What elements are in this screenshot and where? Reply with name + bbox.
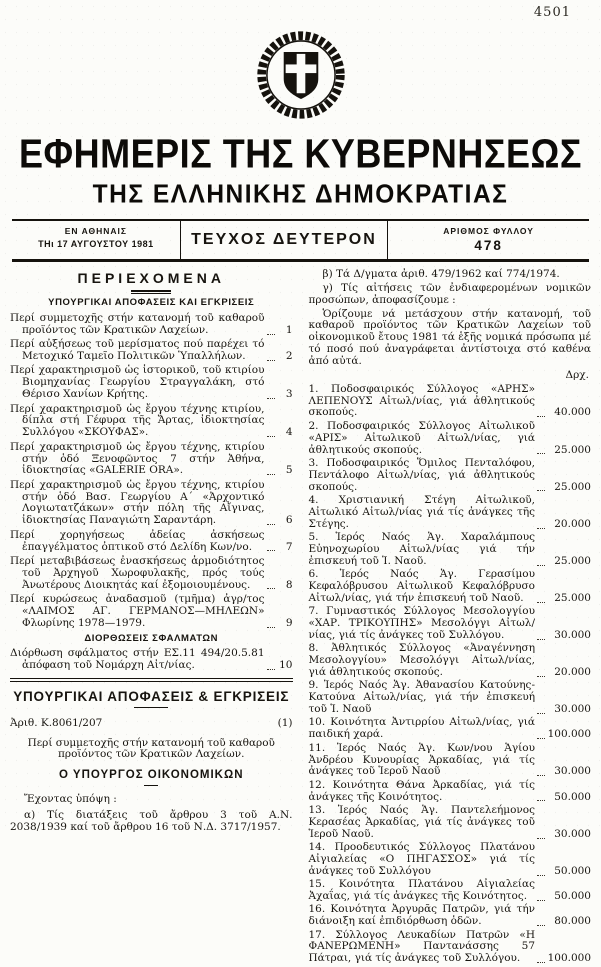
dot-leader: [537, 900, 545, 901]
dot-leader: [267, 334, 275, 335]
allocation-row: [309, 680, 592, 716]
publication-place-date: [12, 221, 180, 259]
toc-item-number: 10: [279, 659, 293, 672]
dot-leader: [267, 627, 275, 628]
left-column: [10, 269, 293, 967]
dot-leader: [537, 490, 545, 491]
allocation-amount: 25.000: [554, 480, 591, 493]
toc-item-text: Περί αὐξήσεως τοῦ μερίσματος πού παρέχει τό Μετοχικό Ταμεῖο Πολιτικῶν Ὑπαλλήλων.: [10, 338, 265, 363]
toc-item-number: 7: [285, 540, 293, 553]
allocation-row: [309, 606, 592, 642]
toc-item-text: Περί χαρακτηρισμοῦ ὡς ἱστορικοῦ, τοῦ κτιρίου Βιομηχανίας Γεωργίου Στραγγαλάκη, στό Θέρισο Χανίων Κρήτης.: [10, 364, 265, 401]
issue-type: ΤΕΥΧΟΣ ΔΕΥΤΕΡΟΝ: [191, 230, 377, 248]
toc-item-number: 4: [285, 426, 293, 439]
corrections-heading: ΔΙΟΡΘΩΣΕΙΣ ΣΦΑΛΜΑΤΩΝ: [84, 632, 219, 644]
dot-leader: [267, 550, 275, 551]
gazette-title: ΕΦΗΜΕΡΙΣ ΤΗΣ ΚΥΒΕΡΝΗΣΕΩΣ: [19, 130, 582, 177]
decisions-section-heading: ΥΠΟΥΡΓΙΚΑΙ ΑΠΟΦΑΣΕΙΣ & ΕΓΚΡΙΣΕΙΣ: [13, 689, 290, 705]
dot-leader: [537, 565, 545, 566]
allocation-amount: 25.000: [554, 554, 591, 567]
having-regard-line: Ἔχοντας ὑπόψη :: [24, 793, 117, 806]
dot-leader: [267, 588, 275, 589]
allocation-text: 5. Ἱερός Ναός Ἁγ. Χαραλάμπους Εὐηνοχωρίου Αἰτωλ/νίας γιά τήν ἐπισκευή τοῦ Ἱ. Ναοῦ.: [308, 531, 535, 567]
dot-leader: [537, 676, 545, 677]
toc-item-text: Περί χαρακτηρισμοῦ ὡς ἔργου τέχνης κτιρίου, δίπλα στή Γέφυρα τῆς Ἄρτας, ἰδιοκτησίας Συλλόγου «ΣΚΟΥΦΑΣ».: [10, 402, 265, 439]
toc-item-text: Περί μεταβιβάσεως ἐνασκήσεως ἁρμοδιότητος τοῦ Ἀρχηγοῦ Χωροφυλακῆς, πρός τούς Ἀνωτέρους Διοικητάς καί ἐξομοιουμένους.: [10, 554, 265, 591]
allocation-row: [309, 717, 592, 741]
allocation-text: 6. Ἱερός Ναός Ἁγ. Γερασίμου Κεφαλόβρυσου Αἰτωλικοῦ Κεφαλόβρυσο Αἰτωλ/νίας, γιά τήν ἐπισκευή τοῦ Ναοῦ.: [308, 568, 535, 604]
allocation-amount: 50.000: [554, 889, 591, 902]
decision-reference-row: [10, 718, 293, 730]
dot-leader: [537, 962, 545, 963]
allocation-text: 15. Κοινότητα Πλατάνου Αἰγιαλείας Ἀχαΐας, γιά τίς ἀνάγκες τῆς Κοινότητος.: [308, 878, 535, 902]
toc-item-text: Περί συμμετοχῆς στήν κατανομή τοῦ καθαροῦ προϊόντος τῶν Κρατικῶν Λαχείων.: [10, 312, 265, 336]
minister-heading-divider: [144, 785, 158, 786]
allocation-text: 8. Ἀθλητικός Σύλλογος «Ἀναγέννηση Μεσολογγίου» Μεσολόγγι Αἰτωλ/νίας, γιά ἀθλητικούς σκοπούς.: [308, 642, 535, 678]
dot-leader: [537, 838, 545, 839]
allocation-text: 7. Γυμναστικός Σύλλογος Μεσολογγίου «ΧΑΡ. ΤΡΙΚΟΥΠΗΣ» Μεσολόγγι Αἰτωλ/νίας, γιά τίς ἀνάγκες τοῦ Συλλόγου.: [308, 605, 535, 641]
allocation-row: [309, 569, 592, 605]
clause-c: γ) Τίς αἰτήσεις τῶν ἐνδιαφερομένων νομικῶν προσώπων, ἀποφασίζουμε :: [308, 281, 591, 306]
dot-leader: [537, 713, 545, 714]
allocation-text: 12. Κοινότητα Θάνα Ἀρκαδίας, γιά τίς ἀνάγκες τῆς Κοινότητος.: [308, 778, 535, 803]
allocation-row: [309, 805, 592, 841]
allocation-row: [309, 458, 592, 494]
toc-item: [10, 530, 293, 554]
contents-heading: ΠΕΡΙΕΧΟΜΕΝΑ: [77, 270, 225, 286]
toc-item: [10, 480, 293, 527]
gazette-subtitle: ΤΗΣ ΕΛΛΗΝΙΚΗΣ ΔΗΜΟΚΡΑΤΙΑΣ: [92, 180, 509, 209]
allocation-amount: 20.000: [554, 517, 591, 530]
dot-leader: [267, 398, 275, 399]
dot-leader: [267, 436, 275, 437]
dot-leader: [537, 775, 545, 776]
dot-leader: [537, 528, 545, 529]
toc-item-number: 2: [285, 350, 293, 363]
toc-item: [10, 556, 293, 592]
toc-item-number: 8: [285, 578, 293, 591]
toc-item: [10, 313, 293, 337]
allocation-amount: 50.000: [554, 790, 591, 803]
decision-subject: Περί συμμετοχῆς στήν κατανομή τοῦ καθαροῦ προϊόντος τῶν Κρατικῶν Λαχείων.: [27, 736, 275, 761]
allocation-text: 9. Ἱερός Ναός Ἁγ. Ἀθανασίου Κατούνης-Κατούνα Αἰτωλ/νίας, γιά τήν ἐπισκευή τοῦ Ἱ. Ναοῦ: [308, 679, 535, 716]
sheet-number-cell: [387, 221, 589, 259]
dot-leader: [537, 602, 545, 603]
allocation-text: 13. Ἱερός Ναός Ἁγ. Παντελεήμονος Κερασέας Ἀρκαδίας, γιά τίς ἀνάγκες τοῦ Ἱεροῦ Ναοῦ.: [308, 803, 535, 840]
dot-leader: [537, 738, 545, 739]
decisions-heading-divider: [134, 707, 168, 708]
toc-item-text: Περί χορηγήσεως ἀδείας ἀσκήσεως ἐπαγγέλματος ὀπτικοῦ στό Δελίδη Κων/νο.: [10, 528, 265, 553]
allocation-row: [309, 780, 592, 804]
allocation-row: [309, 930, 592, 966]
contents-section-heading: ΥΠΟΥΡΓΙΚΑΙ ΑΠΟΦΑΣΕΙΣ ΚΑΙ ΕΓΚΡΙΣΕΙΣ: [48, 297, 255, 309]
dot-leader: [537, 800, 545, 801]
masthead-infobar: [12, 219, 589, 262]
allocation-amount: 20.000: [554, 666, 591, 678]
toc-item: [10, 404, 293, 440]
toc-item-text: Διόρθωση σφάλματος στήν ΕΣ.11 494/20.5.81 ἀπόφαση τοῦ Νομάρχη Αἰτ/νίας.: [10, 647, 265, 672]
decision-index: (1): [277, 716, 293, 729]
clause-a: α) Τίς διατάξεις τοῦ ἄρθρου 3 τοῦ Α.Ν. 2038/1939 καί τοῦ ἄρθρου 16 τοῦ Ν.Δ. 3717/1957.: [10, 809, 293, 834]
allocation-amount: 30.000: [554, 765, 591, 778]
decision-number: Ἀριθ. Κ.8061/207: [10, 716, 103, 729]
dot-leader: [537, 639, 545, 640]
page-number: 4501: [533, 5, 571, 20]
allocation-row: [309, 904, 592, 928]
allocation-amount: 25.000: [554, 591, 591, 604]
allocation-text: 4. Χριστιανική Στέγη Αἰτωλικοῦ, Αἰτωλικό Αἰτωλ/νίας γιά τίς ἀνάγκες τῆς Στέγης.: [308, 493, 535, 530]
dot-leader: [537, 925, 545, 926]
allocation-text: 10. Κοινότητα Ἀντιρρίου Αἰτωλ/νίας, γιά παιδική χαρά.: [308, 716, 535, 741]
coat-of-arms: [0, 27, 601, 123]
allocation-row: [309, 643, 592, 679]
right-column: [309, 269, 592, 967]
allocation-amount: 30.000: [554, 703, 591, 716]
decision-text: Ὁρίζουμε νά μετάσχουν στήν κατανομή, τοῦ καθαροῦ προϊόντος τῶν Κρατικῶν Λαχείων τοῦ οἰκονομικοῦ ἔτους 1981 τά ἑξῆς νομικά πρόσωπα μέ τό ποσό πού ἀναγράφεται ἀντίστοιχα στό καθένα ἀπό αὐτά.: [308, 307, 591, 368]
issue-type-cell: [180, 221, 387, 259]
minister-heading: Ο ΥΠΟΥΡΓΟΣ ΟΙΚΟΝΟΜΙΚΩΝ: [58, 769, 244, 782]
sheet-number-label: ΑΡΙΘΜΟΣ ΦΥΛΛΟΥ: [443, 226, 534, 236]
dot-leader: [267, 669, 275, 670]
toc-item: [10, 339, 293, 363]
allocation-row: [309, 532, 592, 568]
toc-item: [10, 594, 293, 630]
toc-item-text: Περί κυρώσεως ἀναδασμοῦ (τμῆμα) ἀγρ/τος «ΛΑΙΜΟΣ ΑΓ. ΓΕΡΜΑΝΟΣ—ΜΗΛΕΩΝ» Φλωρίνης 1978—1979.: [10, 592, 265, 629]
allocation-amount: 40.000: [554, 406, 591, 419]
allocation-amount: 100.000: [547, 952, 591, 965]
allocation-row: [309, 384, 592, 420]
allocation-text: 17. Σύλλογος Λευκαδίων Πατρῶν «Η ΦΑΝΕΡΩΜΕΝΗ» Παντανάσσης 57 Πάτραι, γιά τίς ἀνάγκες τοῦ Συλλόγου.: [308, 928, 535, 965]
toc-item-number: 3: [285, 388, 293, 401]
toc-item-text: Περί χαρακτηρισμοῦ ὡς ἔργου τέχνης, κτιρίου στήν ὁδό Ξενοφῶντος 7 στήν Ἀθήνα, ἰδιοκτησίας «GALERIE ORA».: [10, 440, 265, 477]
dot-leader: [537, 453, 545, 454]
dot-leader: [267, 474, 275, 475]
toc-item: [10, 442, 293, 478]
contents-heading-divider: [131, 290, 171, 295]
dot-leader: [267, 524, 275, 525]
allocation-amount: 50.000: [554, 864, 591, 877]
allocation-text: 14. Προοδευτικός Σύλλογος Πλατάνου Αἰγιαλείας «Ο ΠΗΓΑΣΣΟΣ» γιά τίς ἀνάγκες τοῦ Συλλόγου: [308, 841, 535, 877]
toc-item-number: 5: [285, 464, 293, 477]
allocation-amount: 30.000: [554, 628, 591, 641]
toc-item-number: 9: [285, 616, 293, 629]
allocation-amount: 30.000: [554, 827, 591, 840]
toc-item-number: 6: [285, 514, 293, 527]
toc-item-number: 1: [285, 323, 293, 336]
allocation-row: [309, 842, 592, 878]
toc-item-text: Περί χαρακτηρισμοῦ ὡς ἔργου τέχνης, κτιρίου στήν ὁδό Βασ. Γεωργίου Α΄ «Ἀρχοντικό Λογιωτατζάκων» στήν πόλη τῆς Αἴγινας, ἰδιοκτησίας Παναγιώτη Σαραντάρη.: [10, 478, 265, 527]
sheet-number: 478: [474, 238, 503, 253]
greek-coat-of-arms-icon: [253, 27, 349, 123]
dot-leader: [537, 416, 545, 417]
clause-b: β) Τά Δ/γματα ἀριθ. 479/1962 καί 774/1974.: [322, 268, 560, 280]
currency-label: Δρχ.: [565, 368, 589, 381]
dot-leader: [537, 875, 545, 876]
allocation-text: 3. Ποδοσφαιρικός Ὅμιλος Πενταλόφου, Πεντάλοφο Αἰτωλ/νίας, γιά ἀθλητικούς σκοπούς.: [308, 456, 535, 493]
allocation-row: [309, 743, 592, 779]
allocation-text: 1. Ποδοσφαιρικός Σύλλογος «ΑΡΗΣ» ΛΕΠΕΝΟΥΣ Αἰτωλ/νίας, γιά ἀθλητικούς σκοπούς.: [308, 382, 535, 419]
allocation-text: 2. Ποδοσφαιρικός Σύλλογος Αἰτωλικοῦ «ΑΡΙΣ» Αἰτωλικοῦ Αἰτωλ/νίας, γιά ἀθλητικούς σκοπούς.: [308, 419, 535, 456]
allocation-row: [309, 495, 592, 531]
section-divider: [10, 678, 293, 683]
allocation-row: [309, 421, 592, 457]
allocation-amount: 80.000: [554, 915, 591, 928]
publication-place: ΕΝ ΑΘΗΝΑΙΣ: [64, 226, 128, 236]
allocation-amount: 100.000: [547, 728, 591, 741]
allocation-text: 16. Κοινότητα Ἀργυρᾶς Πατρῶν, γιά τήν διάνοιξη καί ἐπιδιόρθωση ὁδῶν.: [308, 903, 535, 928]
dot-leader: [267, 360, 275, 361]
allocation-amount: 25.000: [554, 443, 591, 456]
allocation-text: 11. Ἱερός Ναός Ἁγ. Κων/νου Ἁγίου Ἀνδρέου Κυνουρίας Ἀρκαδίας, γιά τίς ἀνάγκες τοῦ Ἱεροῦ Ναοῦ: [308, 741, 535, 778]
toc-item: [10, 365, 293, 401]
allocation-row: [309, 879, 592, 903]
toc-item: [10, 648, 293, 672]
publication-date: ΤΗι 17 ΑΥΓΟΥΣΤΟΥ 1981: [38, 239, 154, 249]
